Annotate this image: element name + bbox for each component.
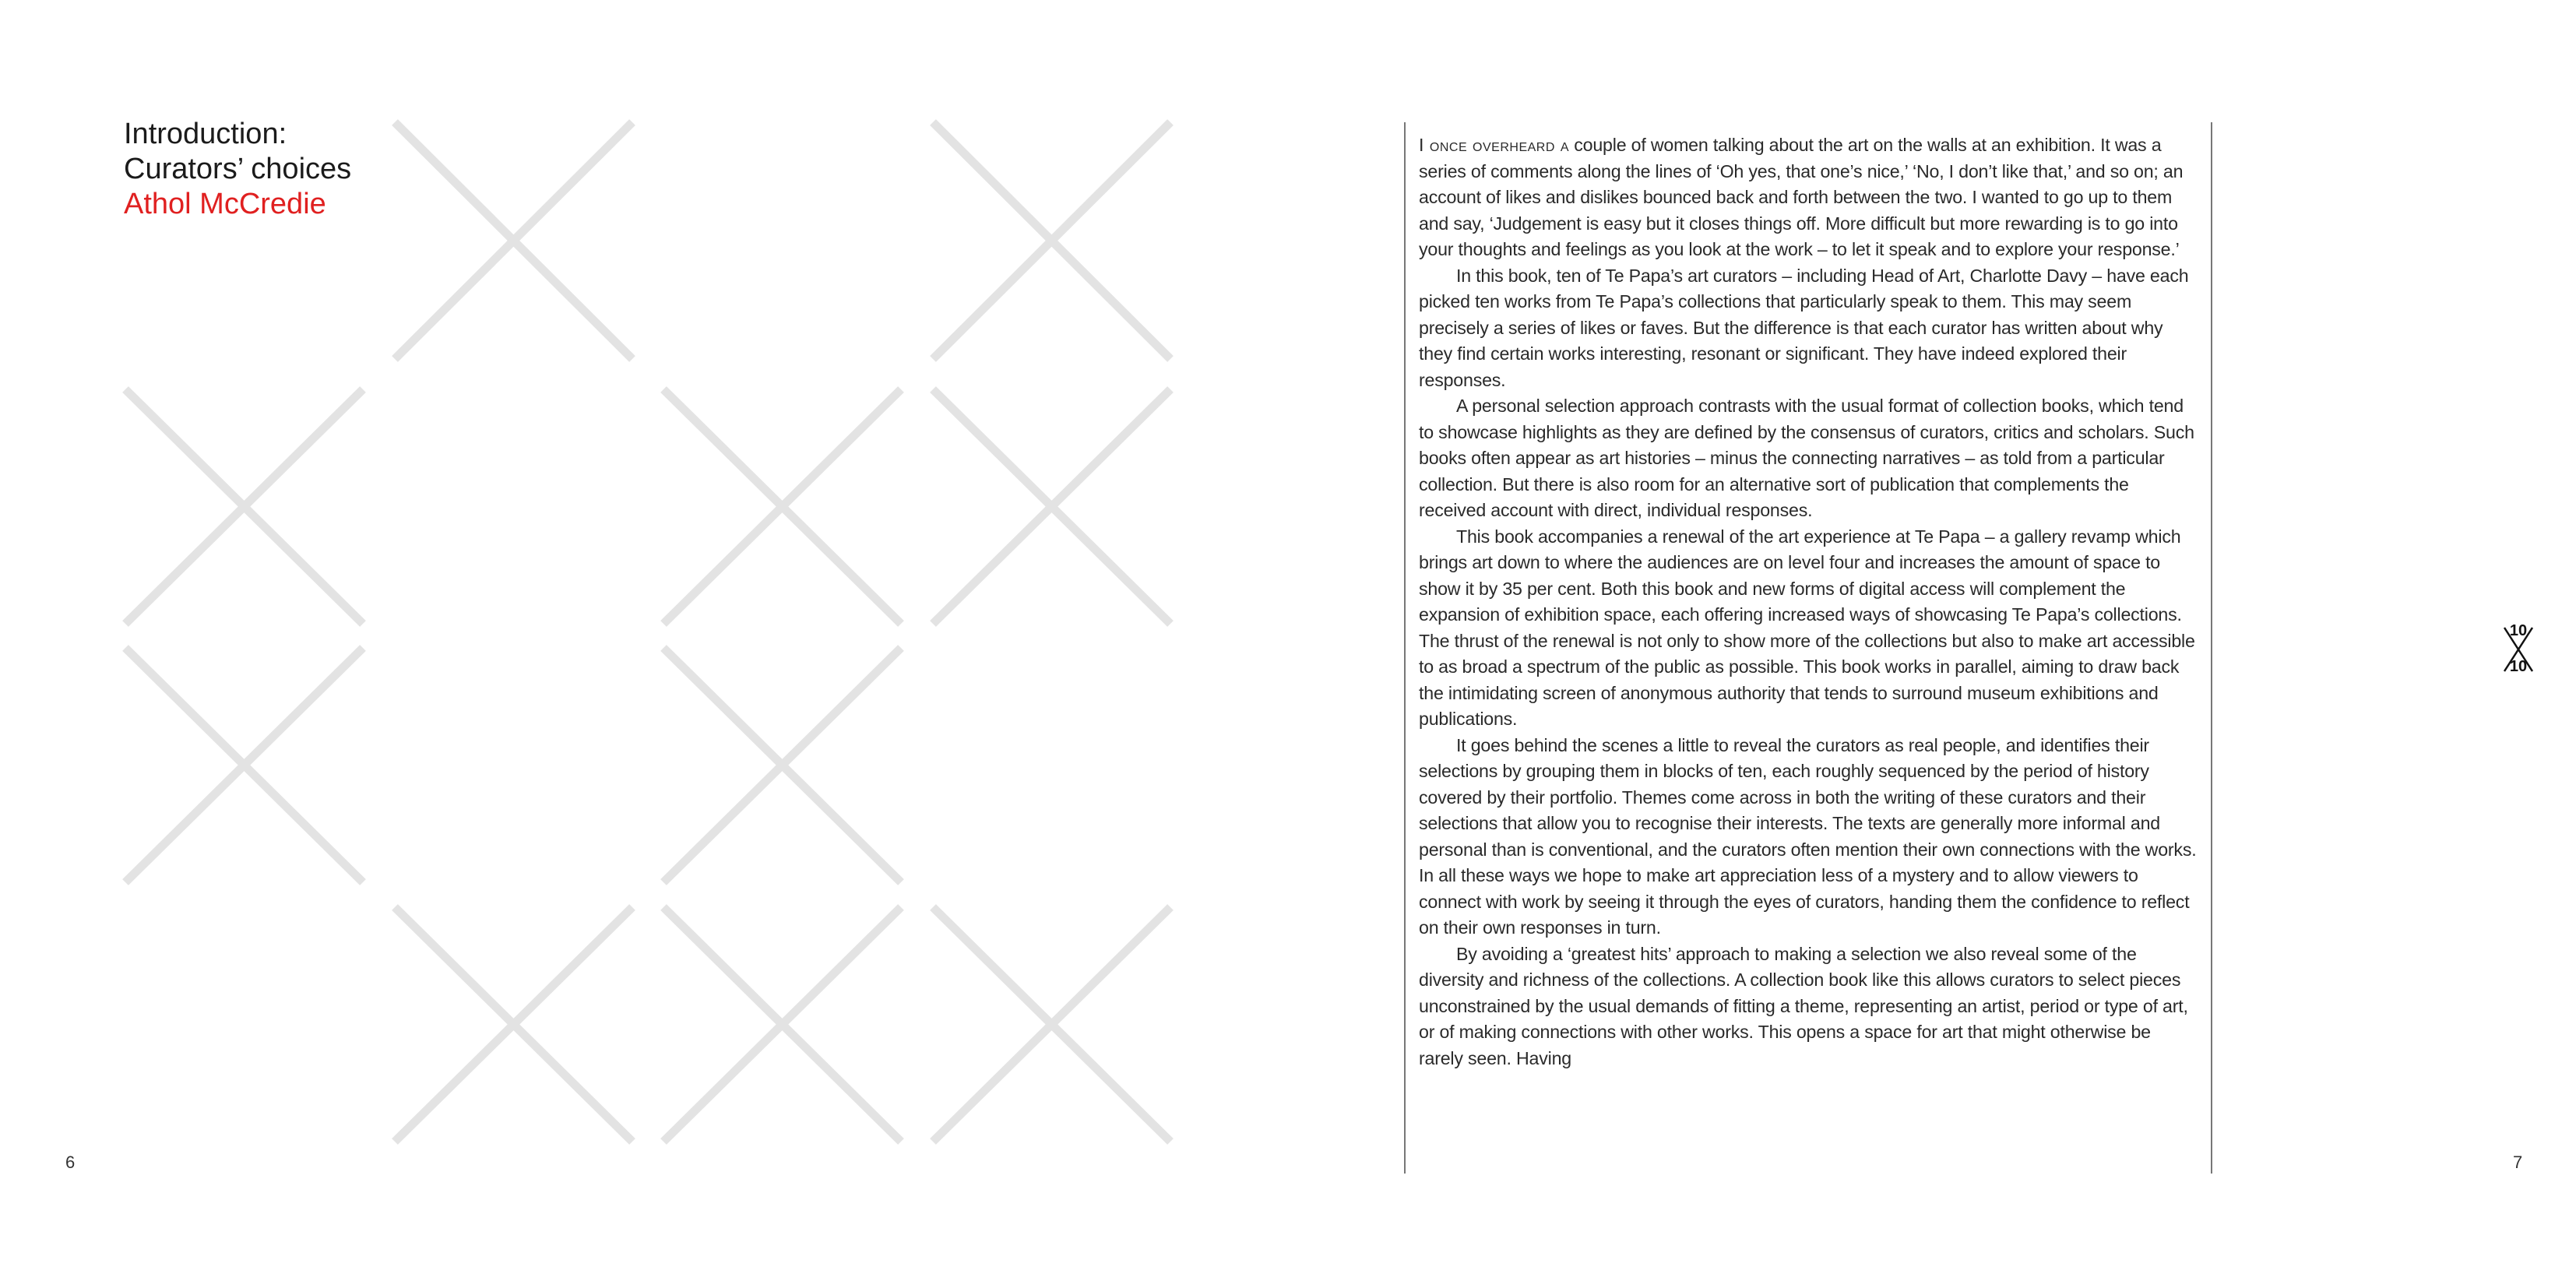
column-rule-left	[1404, 122, 1406, 1174]
cross-r3-c3	[663, 648, 901, 882]
cross-r2-c1	[125, 389, 363, 624]
paragraph-1-text: couple of women talking about the art on the walls at an exhibition. It was a series of comments along the lines of ‘Oh yes, that one’s nice,’ ‘No, I don’t like that,’ and so on; an account of likes and dislikes bounced back and forth between the two. I wanted to go up to them and say, ‘Judgement is easy but it closes things off. More difficult but more rewarding is to go into your thoughts and feelings as you look at the work – to let it speak and to explore your response.’	[1419, 135, 2184, 259]
paragraph-5: It goes behind the scenes a little to reveal the curators as real people, and identifies their selections by grouping them in blocks of ten, each roughly sequenced by the period of history covered by their portfolio. Themes come across in both the writing of these curators and their selections that allow you to recognise their interests. The texts are generally more informal and personal than is conventional, and the curators often mention their own connections with the works. In all these ways we hope to make art appreciation less of a mystery and to allow viewers to connect with work by seeing it through the eyes of curators, handing them the confidence to reflect on their own responses in turn.	[1419, 734, 2197, 938]
cross-r2-c3	[663, 389, 901, 624]
cross-r4-c3	[663, 907, 901, 1142]
page-number-left: 6	[65, 1153, 76, 1172]
logo-number-bottom: 10	[2509, 658, 2528, 675]
author-name: Athol McCredie	[124, 188, 326, 220]
paragraph-6: By avoiding a ‘greatest hits’ approach to making a selection we also reveal some of the diversity and richness of the collections. A collection book like this allows curators to select pieces unconstrained by the usual demands of fitting a theme, representing an artist, period or type of art, or of making connections with other works. This opens a space for art that might otherwise be rarely seen. Having	[1419, 943, 2188, 1068]
page-number-right: 7	[2513, 1153, 2523, 1172]
cross-r1-c2	[395, 122, 632, 359]
body-text	[1419, 132, 2198, 1072]
chapter-title	[124, 117, 351, 222]
title-line-1: Introduction:	[124, 118, 287, 150]
logo-number-top: 10	[2509, 622, 2528, 639]
cross-r2-c4	[933, 389, 1170, 624]
paragraph-1	[1419, 132, 2198, 263]
cross-r4-c4	[933, 907, 1170, 1142]
cross-r3-c1	[125, 648, 363, 882]
cross-r4-c2	[395, 907, 632, 1142]
paragraph-2: In this book, ten of Te Papa’s art curators – including Head of Art, Charlotte Davy – have each picked ten works from Te Papa’s collections that particularly speak to them. This may seem precisely a series of likes or faves. But the difference is that each curator has written about why they find certain works interesting, resonant or significant. They have indeed explored their responses.	[1419, 265, 2189, 390]
ten-x-ten-logo	[2501, 623, 2536, 676]
paragraph-4: This book accompanies a renewal of the art experience at Te Papa – a gallery revamp which brings art down to where the audiences are on level four and increases the amount of space to show it by 35 per cent. Both this book and new forms of digital access will complement the expansion of exhibition space, each offering increased ways of showcasing Te Papa’s collections. The thrust of the renewal is not only to show more of the collections but also to make art accessible to as broad a spectrum of the public as possible. This book works in parallel, aiming to draw back the intimidating screen of anonymous authority that tends to surround museum exhibitions and publications.	[1419, 526, 2195, 729]
opening-smallcaps: I once overheard a	[1419, 135, 1570, 155]
paragraph-3: A personal selection approach contrasts with the usual format of collection books, which tend to showcase highlights as they are defined by the consensus of curators, critics and scholars. Such books often appear as art histories – minus the connecting narratives – as told from a particular collection. But there is also room for an alternative sort of publication that complements the received account with direct, individual responses.	[1419, 396, 2194, 520]
title-line-2: Curators’ choices	[124, 153, 352, 185]
column-rule-right	[2211, 122, 2212, 1174]
cross-r1-c4	[933, 122, 1170, 359]
